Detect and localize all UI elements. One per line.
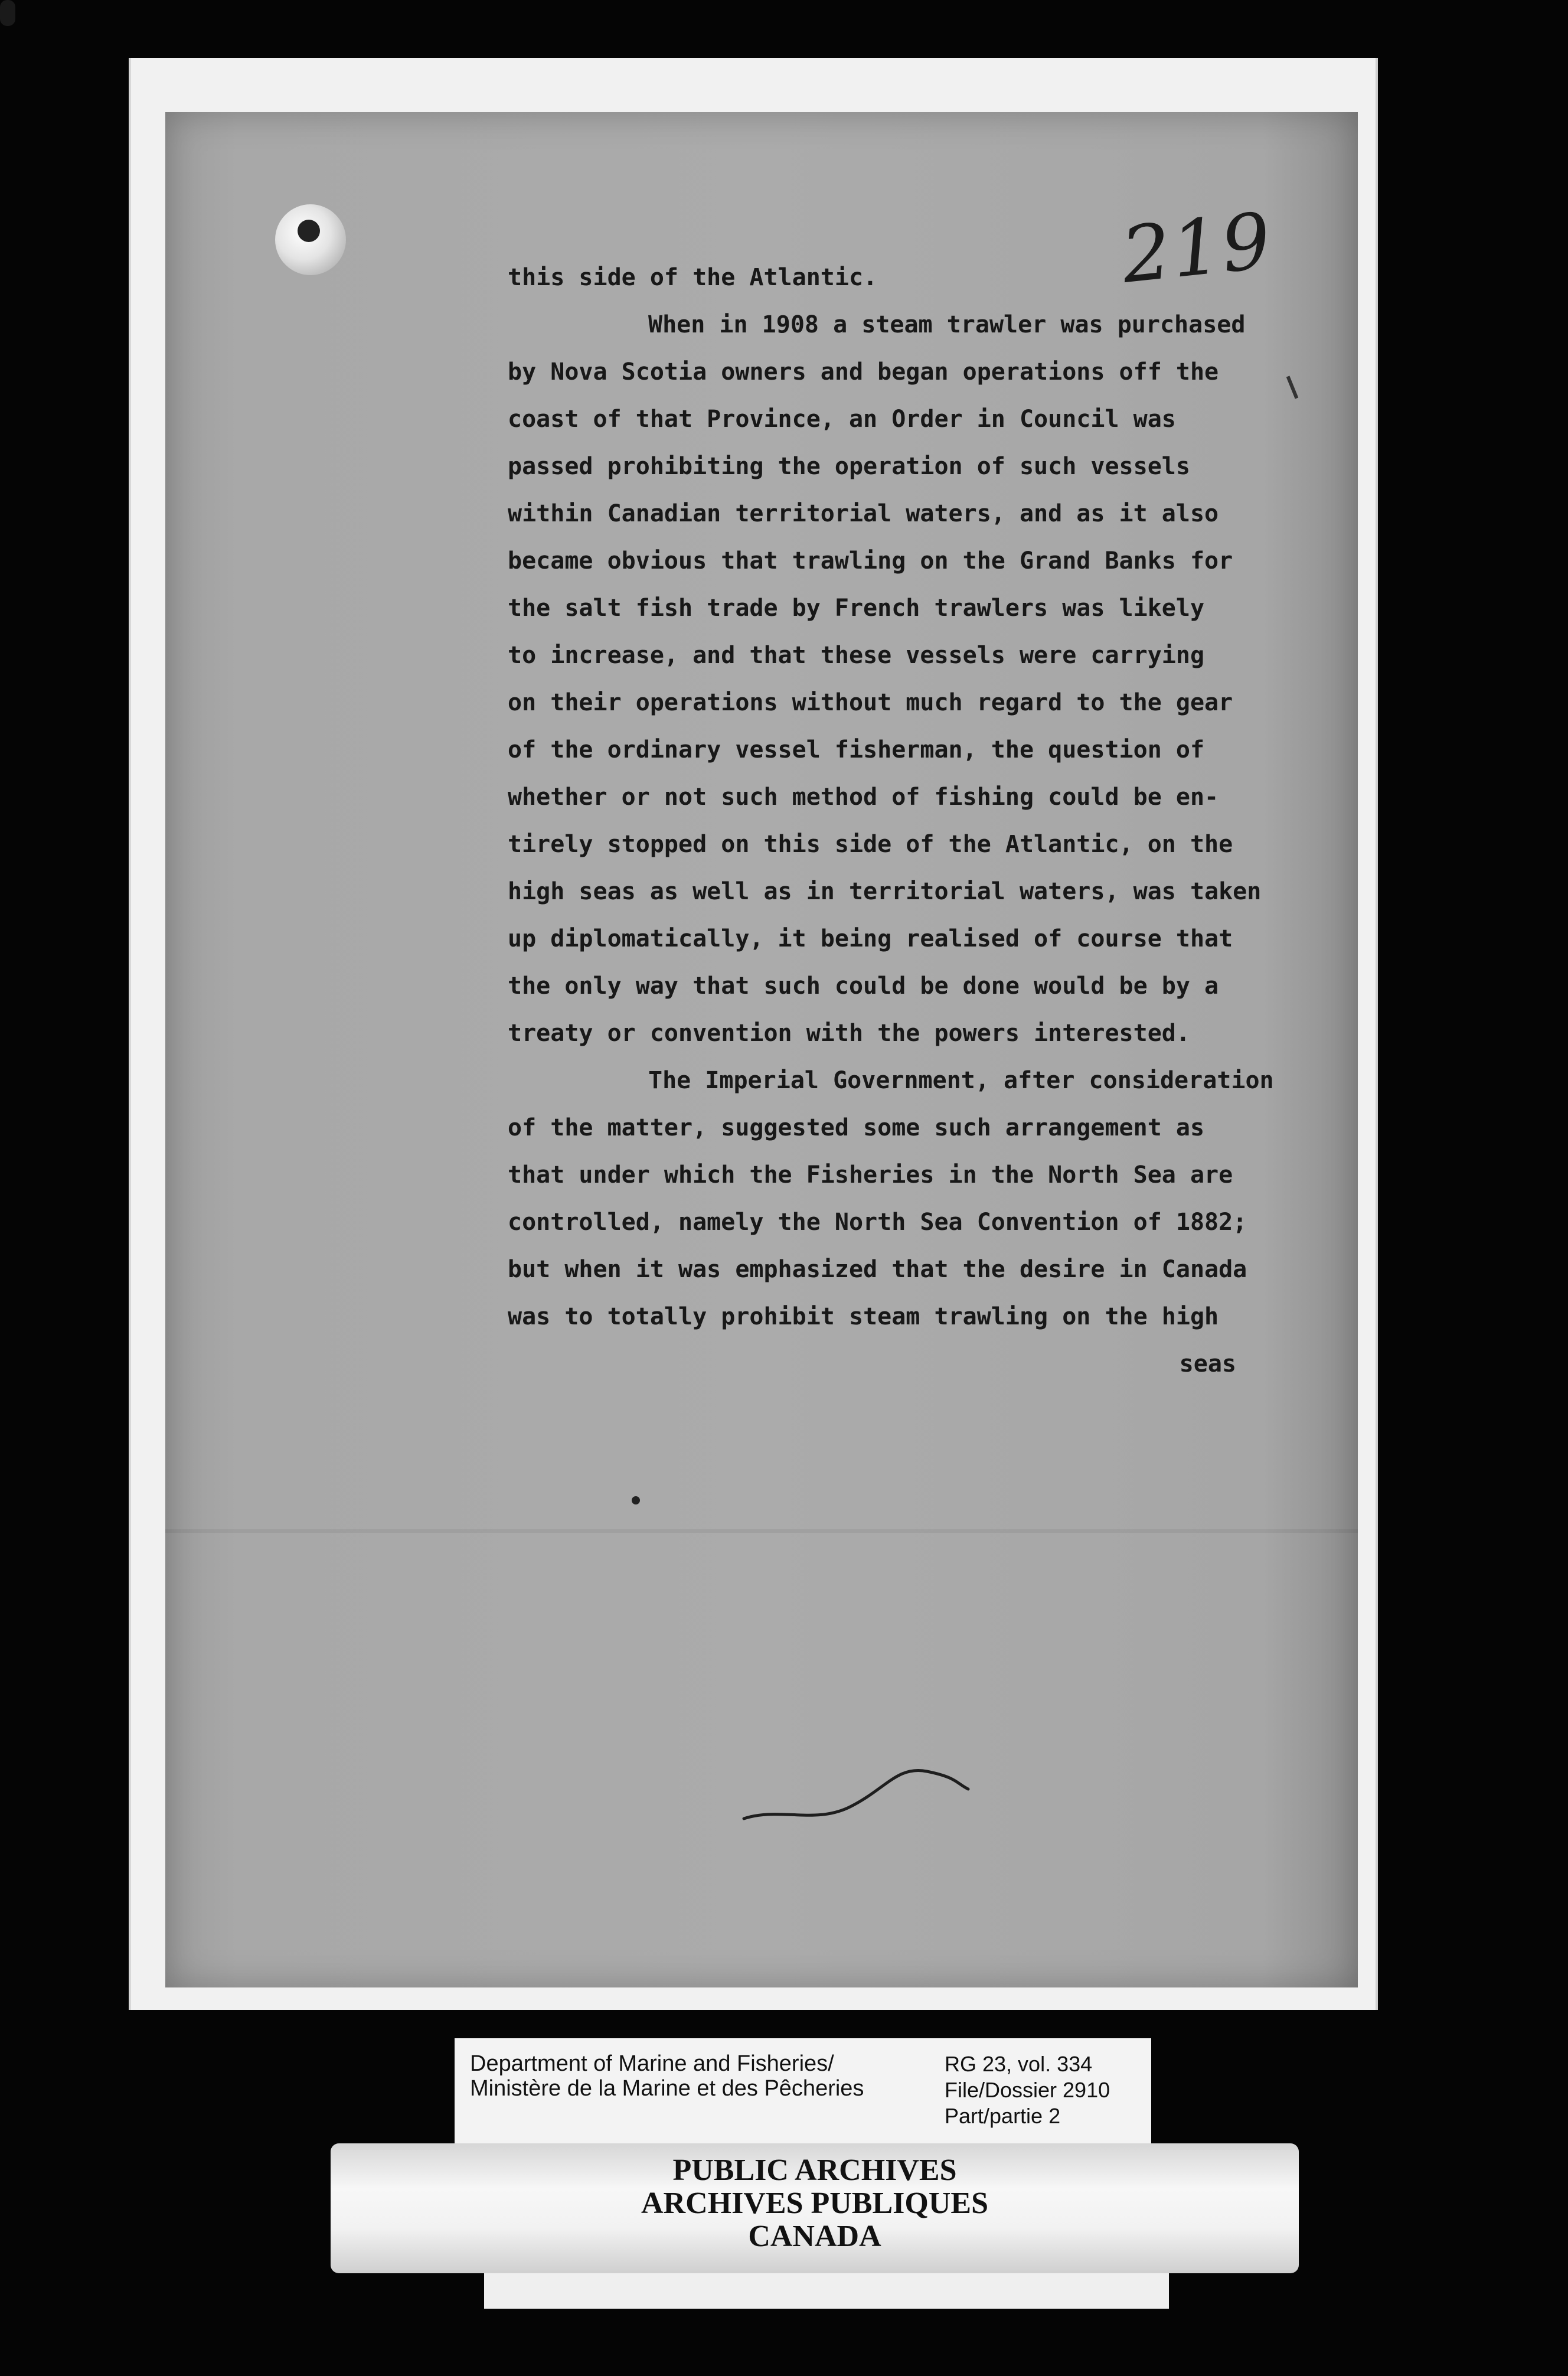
department-en: Department of Marine and Fisheries/: [470, 2051, 834, 2076]
text-line: was to totally prohibit steam trawling on the high: [508, 1303, 1219, 1330]
department-fr: Ministère de la Marine et des Pêcheries: [470, 2076, 864, 2101]
stamp-line-1: PUBLIC ARCHIVES: [672, 2153, 957, 2187]
base-strip: [484, 2273, 1169, 2309]
text-line: tirely stopped on this side of the Atlantic, on the: [508, 831, 1233, 858]
text-line: controlled, namely the North Sea Convention of 1882;: [508, 1209, 1247, 1236]
text-line: up diplomatically, it being realised of course that: [508, 925, 1233, 952]
text-line: but when it was emphasized that the desire in Canada: [508, 1256, 1247, 1283]
catchword: seas: [1179, 1350, 1236, 1378]
text-line: on their operations without much regard to the gear: [508, 689, 1233, 716]
text-line: whether or not such method of fishing could be en-: [508, 784, 1219, 811]
text-line: by Nova Scotia owners and began operations off the: [508, 358, 1219, 386]
part-number: Part/partie 2: [945, 2104, 1061, 2128]
fastener-clip: [0, 0, 15, 26]
text-line: this side of the Atlantic.: [508, 264, 878, 291]
stamp-line-3: CANADA: [748, 2220, 881, 2253]
file-number: File/Dossier 2910: [945, 2078, 1110, 2102]
text-line: high seas as well as in territorial waters, was taken: [508, 878, 1262, 905]
text-line: The Imperial Government, after consideration: [648, 1067, 1274, 1094]
text-line: became obvious that trawling on the Grand Banks for: [508, 547, 1233, 575]
text-line: the salt fish trade by French trawlers was likely: [508, 595, 1205, 622]
archives-stamp: [331, 2143, 1299, 2273]
text-line: that under which the Fisheries in the North Sea are: [508, 1161, 1233, 1189]
typed-text: [508, 254, 1346, 1388]
page-number: 219: [1117, 195, 1276, 301]
record-group: RG 23, vol. 334: [945, 2052, 1093, 2076]
text-line: treaty or convention with the powers interested.: [508, 1020, 1190, 1047]
reference-info: [945, 2051, 1110, 2129]
ink-dot: [632, 1496, 640, 1504]
stamp-line-2: ARCHIVES PUBLIQUES: [641, 2186, 989, 2220]
text-line: of the matter, suggested some such arrangement as: [508, 1114, 1205, 1141]
text-line: within Canadian territorial waters, and as it also: [508, 500, 1219, 527]
text-line: of the ordinary vessel fisherman, the question of: [508, 736, 1205, 763]
archive-label: [455, 2038, 1151, 2145]
pencil-squiggle: [732, 1742, 980, 1836]
text-line: to increase, and that these vessels were carrying: [508, 642, 1205, 669]
text-line: coast of that Province, an Order in Council was: [508, 406, 1176, 433]
fastener-rivet: [298, 220, 320, 242]
department-names: [470, 2051, 864, 2101]
text-line: When in 1908 a steam trawler was purchased: [648, 311, 1246, 338]
text-line: the only way that such could be done would be by a: [508, 972, 1219, 1000]
text-line: passed prohibiting the operation of such vessels: [508, 453, 1190, 480]
